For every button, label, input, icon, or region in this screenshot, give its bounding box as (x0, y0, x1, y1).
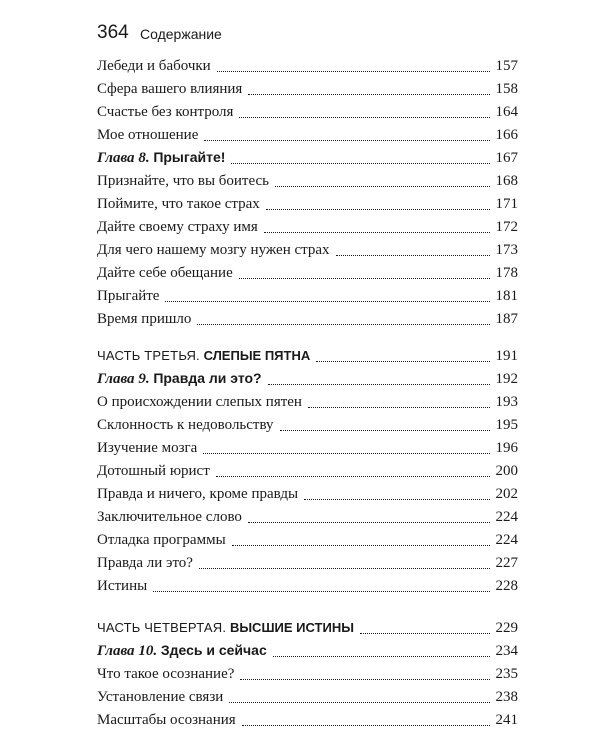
part-title: ВЫСШИЕ ИСТИНЫ (229, 620, 354, 635)
dot-leader (266, 209, 490, 210)
toc-entry-page: 168 (495, 173, 518, 189)
running-title: Содержание (140, 26, 222, 42)
toc-entry-title: Масштабы осознания (97, 712, 236, 728)
toc-entry (97, 663, 518, 685)
dot-leader (268, 384, 490, 385)
toc-entry-page: 191 (495, 348, 518, 364)
toc-entry (97, 483, 518, 505)
toc-entry-page: 202 (495, 486, 518, 502)
toc-entry-page: 173 (495, 242, 518, 258)
dot-leader (199, 568, 490, 569)
dot-leader (240, 679, 489, 680)
toc-entry-title: Отладка программы (97, 532, 226, 548)
chapter-title: Прыгайте! (153, 149, 226, 165)
toc-entry-title: Склонность к недовольству (97, 417, 274, 433)
toc-entry-page: 167 (495, 150, 518, 166)
toc-entry-page: 195 (495, 417, 518, 433)
toc-entry (97, 686, 518, 708)
toc-entry (97, 506, 518, 528)
toc-entry (97, 308, 518, 330)
toc-entry-page: 227 (495, 555, 518, 571)
toc-entry (97, 170, 518, 192)
chapter-number: 9. (138, 371, 150, 387)
toc-entry-page: 181 (495, 288, 518, 304)
toc-entry-page: 172 (495, 219, 518, 235)
dot-leader (165, 301, 489, 302)
toc-entry-title: Заключительное слово (97, 509, 242, 525)
toc-entry-page: 224 (495, 532, 518, 548)
chapter-title: Здесь и сейчас (160, 642, 267, 658)
dot-leader (248, 94, 489, 95)
toc-entry-title: Правда ли это? (97, 555, 193, 571)
toc-entry-page: 228 (495, 578, 518, 594)
chapter-word: Глава (97, 371, 135, 387)
toc-entry-page: 192 (495, 371, 518, 387)
toc-entry-title: Поймите, что такое страх (97, 196, 260, 212)
toc-entry-page: 235 (495, 666, 518, 682)
dot-leader (153, 591, 489, 592)
toc-entry-title: Дайте своему страху имя (97, 219, 258, 235)
dot-leader (248, 522, 490, 523)
toc-entry (97, 460, 518, 482)
toc-entry-page: 224 (495, 509, 518, 525)
chapter-word: Глава (97, 150, 135, 166)
dot-leader (232, 545, 490, 546)
chapter-number: 8. (138, 150, 150, 166)
toc-entry (97, 414, 518, 436)
dot-leader (203, 453, 489, 454)
toc-part-title (97, 345, 310, 367)
toc-entry-page: 238 (495, 689, 518, 705)
toc-part-entry (97, 345, 518, 367)
toc-entry (97, 216, 518, 238)
toc-entry-title: Дайте себе обещание (97, 265, 233, 281)
page-number: 364 (97, 22, 129, 43)
toc-entry-title: Прыгайте (97, 288, 160, 304)
dot-leader (239, 278, 490, 279)
toc-entry (97, 239, 518, 261)
chapter-word: Глава (97, 643, 135, 659)
part-word: ЧАСТЬ ЧЕТВЕРТАЯ. (97, 620, 227, 635)
toc-chapter-title (97, 639, 267, 662)
dot-leader (275, 186, 489, 187)
toc-chapter-title (97, 367, 262, 390)
toc-entry-title: Изучение мозга (97, 440, 198, 456)
dot-leader (239, 117, 489, 118)
toc-entry-title: Что такое осознание? (97, 666, 235, 682)
toc-chapter-title (97, 146, 225, 169)
toc-entry-title: Установление связи (97, 689, 224, 705)
toc-entry (97, 552, 518, 574)
chapter-number: 10. (138, 643, 158, 659)
dot-leader (229, 702, 489, 703)
toc-entry-page: 234 (495, 643, 518, 659)
toc-entry-page: 171 (495, 196, 518, 212)
toc-entry (97, 575, 518, 597)
toc-entry-page: 193 (495, 394, 518, 410)
toc-entry-title: Сфера вашего влияния (97, 81, 243, 97)
toc-entry (97, 437, 518, 459)
toc-entry (97, 391, 518, 413)
dot-leader (216, 476, 490, 477)
toc-entry (97, 529, 518, 551)
part-word: ЧАСТЬ ТРЕТЬЯ. (97, 348, 200, 363)
toc-entry-page: 229 (495, 620, 518, 636)
toc-part-title (97, 617, 354, 639)
part-title: СЛЕПЫЕ ПЯТНА (203, 348, 311, 363)
toc-entry-page: 187 (495, 311, 518, 327)
dot-leader (360, 633, 490, 634)
toc-entry-title: Истины (97, 578, 148, 594)
toc-entry-title: Лебеди и бабочки (97, 58, 211, 74)
toc-entry-page: 241 (495, 712, 518, 728)
toc-entry-title: Мое отношение (97, 127, 199, 143)
toc-part-entry (97, 617, 518, 639)
toc-entry-title: Время пришло (97, 311, 192, 327)
toc-entry-page: 158 (495, 81, 518, 97)
toc-entry (97, 78, 518, 100)
dot-leader (280, 430, 490, 431)
dot-leader (304, 499, 489, 500)
dot-leader (336, 255, 490, 256)
toc-entry-page: 164 (495, 104, 518, 120)
dot-leader (308, 407, 490, 408)
dot-leader (316, 361, 489, 362)
dot-leader (264, 232, 490, 233)
toc-chapter-entry (97, 640, 518, 662)
toc-entry (97, 285, 518, 307)
toc-entry-title: Дотошный юрист (97, 463, 210, 479)
toc-entry-title: О происхождении слепых пятен (97, 394, 302, 410)
toc-entry (97, 193, 518, 215)
toc-entry-page: 157 (495, 58, 518, 74)
toc-entry (97, 124, 518, 146)
dot-leader (273, 656, 490, 657)
dot-leader (197, 324, 489, 325)
dot-leader (231, 163, 489, 164)
toc-chapter-entry (97, 368, 518, 390)
toc-entry-title: Правда и ничего, кроме правды (97, 486, 299, 502)
toc-entry (97, 709, 518, 731)
toc-chapter-entry (97, 147, 518, 169)
toc-entry-page: 200 (495, 463, 518, 479)
toc-entry-title: Признайте, что вы боитесь (97, 173, 270, 189)
toc-entry-page: 196 (495, 440, 518, 456)
toc-entry (97, 55, 518, 77)
toc-entry-title: Счастье без контроля (97, 104, 234, 120)
toc-entry (97, 262, 518, 284)
toc-entry-page: 178 (495, 265, 518, 281)
dot-leader (204, 140, 489, 141)
toc-entry-page: 166 (495, 127, 518, 143)
toc-entry-title: Для чего нашему мозгу нужен страх (97, 242, 330, 258)
dot-leader (217, 71, 490, 72)
toc-entry (97, 101, 518, 123)
dot-leader (242, 725, 490, 726)
chapter-title: Правда ли это? (153, 370, 262, 386)
